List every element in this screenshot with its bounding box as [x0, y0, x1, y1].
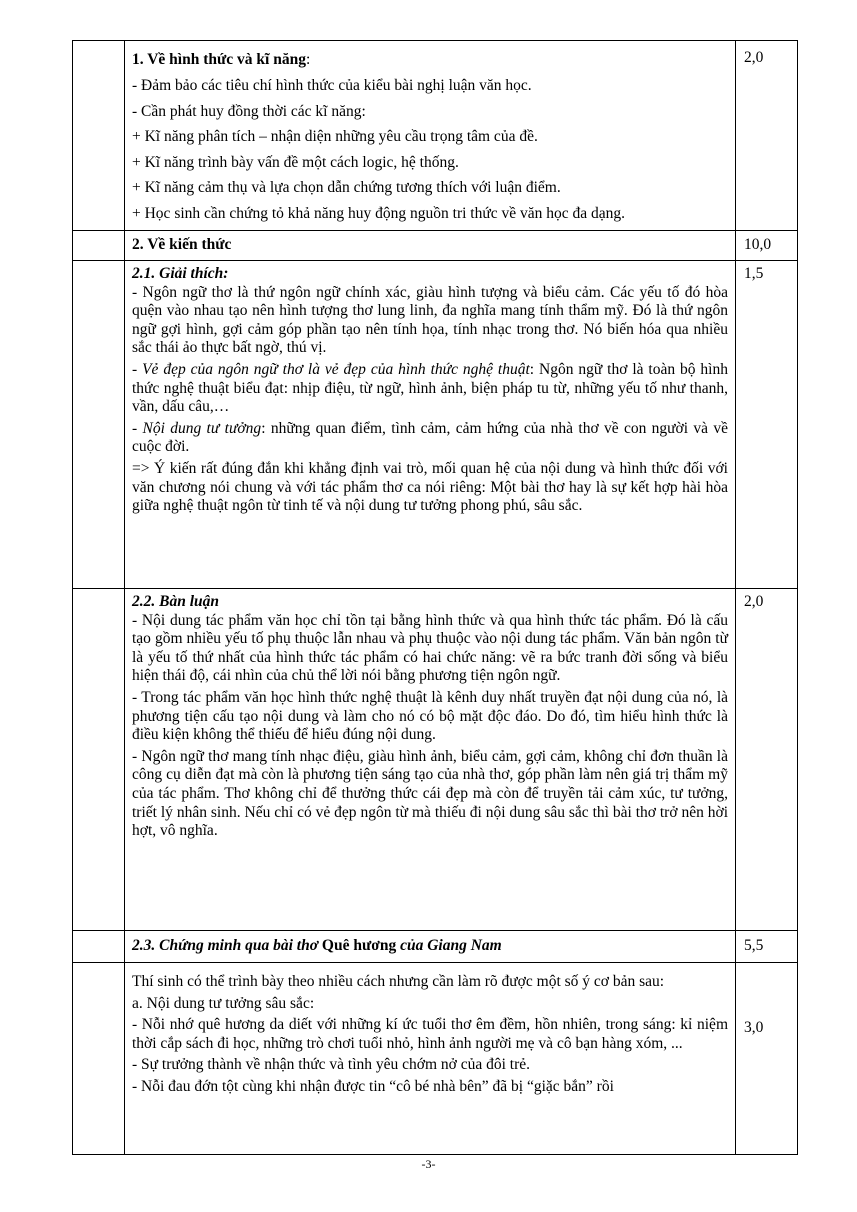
form-skills-content: 1. Về hình thức và kĩ năng: - Đảm bảo các tiêu chí hình thức của kiểu bài nghị luận văn học. - Cần phát huy đồng thời các kĩ năng: + Kĩ năng phân tích – nhận diện những yêu cầu trọng tâm của đề. + Kĩ năng trình bày vấn đề một cách logic, hệ thống. + Kĩ năng cảm thụ và lựa chọn dẫn chứng tương thích với luận điểm. + Học sinh cần chứng tỏ khả năng huy động nguồn tri thức về văn học đa dạng. [125, 41, 736, 231]
row-explain [73, 261, 798, 589]
discuss-paragraph-3: - Ngôn ngữ thơ mang tính nhạc điệu, giàu hình ảnh, biểu cảm, gợi cảm, không chỉ đơn thuần là công cụ diễn đạt mà còn là phương tiện sáng tạo của nhà thơ, góp phần làm nên giá trị thẩm mỹ của tác phẩm. Thơ không chỉ để thưởng thức cái đẹp mà còn để truyền tải cảm xúc, tư tưởng, triết lý nhân sinh. Nếu chỉ có vẻ đẹp ngôn từ mà thiếu đi nội dung sâu sắc thì bài thơ trở nên hời hợt, vô nghĩa. [132, 747, 728, 840]
empty-cell [73, 41, 125, 231]
knowledge-score: 10,0 [744, 236, 772, 253]
row-content [73, 963, 798, 1155]
score-cell [736, 261, 798, 589]
content-line-1: - Nỗi nhớ quê hương da diết với những kí ức tuổi thơ êm đềm, hồn nhiên, trong sáng: kỉ niệm thời cắp sách đi học, những trò chơi tuổi nhỏ, hình ảnh người mẹ và cô bạn hàng xóm, ... [132, 1016, 728, 1052]
page-number: -3- [421, 1157, 436, 1171]
discuss-paragraph-2: - Trong tác phẩm văn học hình thức nghệ thuật là kênh duy nhất truyền đạt nội dung của nó, là phương tiện cấu tạo nội dung và làm cho nó có bộ mặt độc đáo. Do đó, tìm hiểu hình thức là điều kiện không thể thiếu để hiểu đúng nội dung. [132, 688, 728, 744]
explain-content [125, 261, 736, 589]
score-cell [736, 41, 798, 231]
score-cell [736, 589, 798, 931]
score-cell [736, 931, 798, 963]
row-prove [73, 931, 798, 963]
content-line-3: - Nỗi đau đớn tột cùng khi nhận được tin “cô bé nhà bên” đã bị “giặc bắn” rồi [132, 1077, 614, 1095]
explain-title: 2.1. Giải thích: [132, 265, 229, 282]
explain-paragraph-3: - Nội dung tư tưởng: những quan điểm, tình cảm, cảm hứng của nhà thơ về con người và về cuộc đời. [132, 419, 728, 456]
form-score: 2,0 [744, 49, 764, 66]
score-cell [736, 963, 798, 1155]
content-intro: Thí sinh có thể trình bày theo nhiều cách nhưng cần làm rõ được một số ý cơ bản sau: [132, 973, 665, 990]
score-cell [736, 231, 798, 261]
grading-table [72, 40, 798, 1155]
discuss-title: 2.2. Bàn luận [132, 593, 220, 610]
form-line-5: + Kĩ năng cảm thụ và lựa chọn dẫn chứng tương thích với luận điểm. [132, 179, 561, 196]
form-line-1: - Đảm bảo các tiêu chí hình thức của kiểu bài nghị luận văn học. [132, 77, 532, 94]
knowledge-title: 2. Về kiến thức [132, 236, 232, 253]
content-line-2: - Sự trưởng thành về nhận thức và tình yêu chớm nở của đôi trẻ. [132, 1056, 531, 1074]
prove-score: 5,5 [744, 937, 764, 954]
discuss-score: 2,0 [744, 593, 764, 610]
empty-cell [73, 963, 125, 1155]
content-score: 3,0 [744, 1019, 764, 1036]
explain-score: 1,5 [744, 265, 764, 282]
row-knowledge [73, 231, 798, 261]
content-detail [125, 963, 736, 1155]
knowledge-content [125, 231, 736, 261]
row-discuss [73, 589, 798, 931]
form-line-3: + Kĩ năng phân tích – nhận diện những yêu cầu trọng tâm của đề. [132, 128, 538, 145]
prove-content [125, 931, 736, 963]
row-form-skills [73, 41, 798, 231]
prove-title: 2.3. Chứng minh qua bài thơ Quê hương của Giang Nam [132, 937, 502, 954]
form-line-6: + Học sinh cần chứng tỏ khả năng huy động nguồn tri thức về văn học đa dạng. [132, 204, 626, 222]
form-line-4: + Kĩ năng trình bày vấn đề một cách logic, hệ thống. [132, 153, 459, 171]
explain-paragraph-2: - Vẻ đẹp của ngôn ngữ thơ là vẻ đẹp của hình thức nghệ thuật: Ngôn ngữ thơ là toàn bộ hình thức nghệ thuật biểu đạt: nhịp điệu, từ ngữ, hình ảnh, biện pháp tu từ, những yếu tố như thanh, vần, dấu câu,… [132, 360, 728, 416]
empty-cell [73, 231, 125, 261]
explain-paragraph-1: - Ngôn ngữ thơ là thứ ngôn ngữ chính xác, giàu hình tượng và biểu cảm. Các yếu tố đó hòa quện vào nhau tạo nên hình tượng thơ lung linh, đa nghĩa mang tính thẩm mỹ. Đó là thứ ngôn ngữ gợi hình, gợi cảm góp phần tạo nên tính họa, tính nhạc trong thơ. Nó biến hóa qua nhiều sắc thái ảo thực bất ngờ, thú vị. [132, 283, 728, 357]
empty-cell [73, 589, 125, 931]
discuss-content [125, 589, 736, 931]
content-point-a: a. Nội dung tư tưởng sâu sắc: [132, 994, 315, 1012]
discuss-paragraph-1: - Nội dung tác phẩm văn học chỉ tồn tại bằng hình thức và qua hình thức tác phẩm. Đó là cấu tạo gồm nhiều yếu tố phụ thuộc lẫn nhau và phụ thuộc vào nội dung tác phẩm. Văn bản ngôn từ là yếu tố thứ nhất của hình thức tác phẩm có hai chức năng: vẽ ra bức tranh đời sống và biểu hiện thái độ, cái nhìn của chủ thể lời nói bằng phương tiện ngôn ngữ. [132, 611, 728, 685]
empty-cell [73, 931, 125, 963]
form-line-2: - Cần phát huy đồng thời các kĩ năng: [132, 102, 366, 120]
explain-paragraph-4: => Ý kiến rất đúng đắn khi khẳng định vai trò, mối quan hệ của nội dung và hình thức đối với văn chương nói chung và với tác phẩm thơ ca nói riêng: Một bài thơ hay là sự kết hợp hài hòa giữa nghệ thuật ngôn từ tinh tế và nội dung tư tưởng phong phú, sâu sắc. [132, 459, 728, 515]
form-skills-title: 1. Về hình thức và kĩ năng [132, 51, 306, 68]
empty-cell [73, 261, 125, 589]
